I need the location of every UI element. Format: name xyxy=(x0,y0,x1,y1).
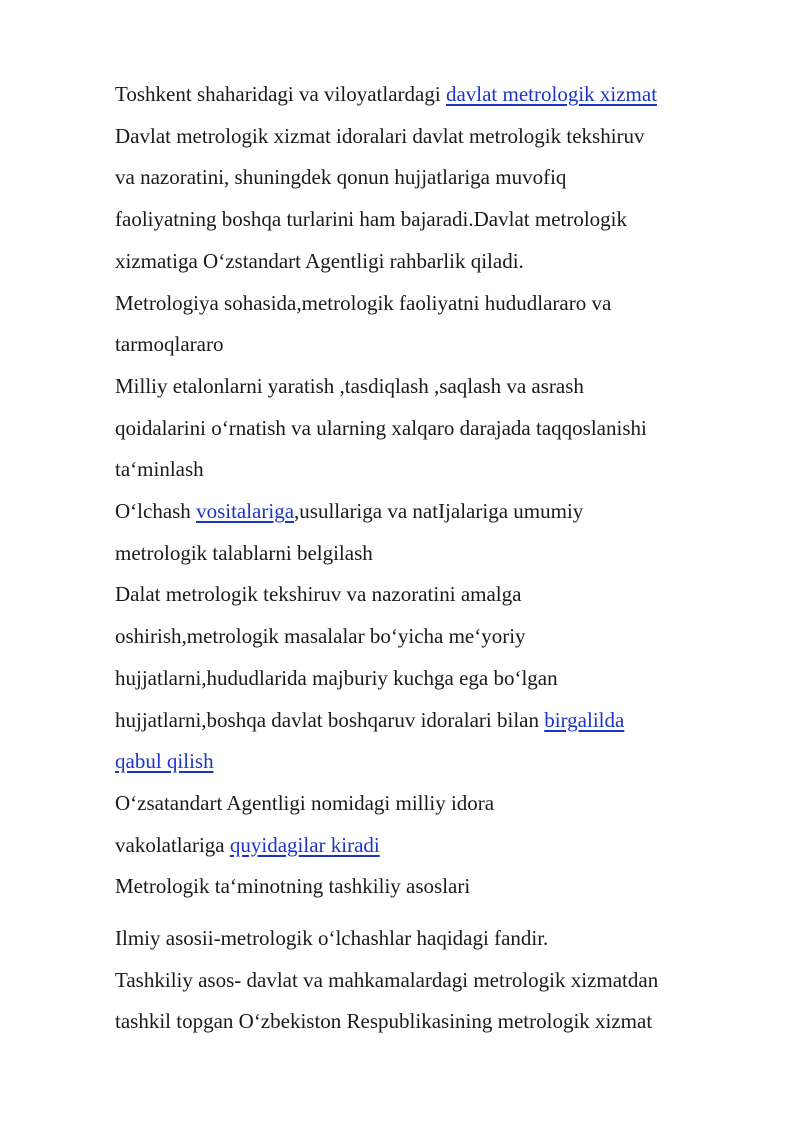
link-davlat-metrologik-xizmat[interactable]: davlat metrologik xizmat xyxy=(445,82,658,106)
text-line-6: Metrologiya sohasida,metrologik faoliyatni hududlararo va xyxy=(115,290,612,315)
text-span: ,usullariga va natIjalariga umumiy xyxy=(294,499,584,524)
text-line-11 xyxy=(115,491,755,533)
text-line-2: Davlat metrologik xizmat idoralari davlat metrologik tekshiruv xyxy=(115,123,645,148)
text-span: hujjatlarni,boshqa davlat boshqaruv idoralari bilan xyxy=(115,707,545,732)
text-line-19 xyxy=(115,825,755,867)
link-vositalariga[interactable]: vositalariga xyxy=(196,499,295,524)
link-birgalilda[interactable]: birgalilda xyxy=(544,707,625,732)
text-line-14: oshirish,metrologik masalalar bo‘yicha me‘yoriy xyxy=(115,624,526,649)
text-line-20: Metrologik ta‘minotning tashkiliy asoslari xyxy=(115,874,471,899)
text-line-13: Dalat metrologik tekshiruv va nazoratini amalga xyxy=(115,582,522,607)
link-qabul-qilish[interactable]: qabul qilish xyxy=(115,749,214,774)
text-line-15: hujjatlarni,hududlarida majburiy kuchga ega bo‘lgan xyxy=(115,665,558,690)
text-line-10: ta‘minlash xyxy=(115,457,204,482)
paragraph-gap xyxy=(115,908,755,918)
text-line-16 xyxy=(115,700,755,742)
text-line-9: qoidalarini o‘rnatish va ularning xalqaro darajada taqqoslanishi xyxy=(115,415,647,440)
link-quyidagilar-kiradi[interactable]: quyidagilar kiradi xyxy=(229,832,380,857)
text-line-7: tarmoqlararo xyxy=(115,332,224,357)
text-line-22: Tashkiliy asos- davlat va mahkamalardagi metrologik xizmatdan xyxy=(115,967,659,992)
text-line-3: va nazoratini, shuningdek qonun hujjatlariga muvofiq xyxy=(115,165,567,190)
text-span: Toshkent shaharidagi va viloyatlardagi xyxy=(115,82,446,106)
text-line-5: xizmatiga O‘zstandart Agentligi rahbarlik qiladi. xyxy=(115,248,524,273)
document-page xyxy=(115,74,755,1043)
text-line-1 xyxy=(115,74,755,116)
text-line-17 xyxy=(115,741,755,783)
text-line-23: tashkil topgan O‘zbekiston Respublikasining metrologik xizmat xyxy=(115,1009,653,1034)
text-line-4: faoliyatning boshqa turlarini ham bajaradi.Davlat metrologik xyxy=(115,207,628,232)
text-span: vakolatlariga xyxy=(115,832,230,857)
text-line-21: Ilmiy asosii-metrologik o‘lchashlar haqidagi fandir. xyxy=(115,926,549,951)
text-line-18: O‘zsatandart Agentligi nomidagi milliy idora xyxy=(115,790,495,815)
text-span: O‘lchash xyxy=(115,499,197,524)
text-line-8: Milliy etalonlarni yaratish ,tasdiqlash ,saqlash va asrash xyxy=(115,373,584,398)
text-line-12: metrologik talablarni belgilash xyxy=(115,540,373,565)
